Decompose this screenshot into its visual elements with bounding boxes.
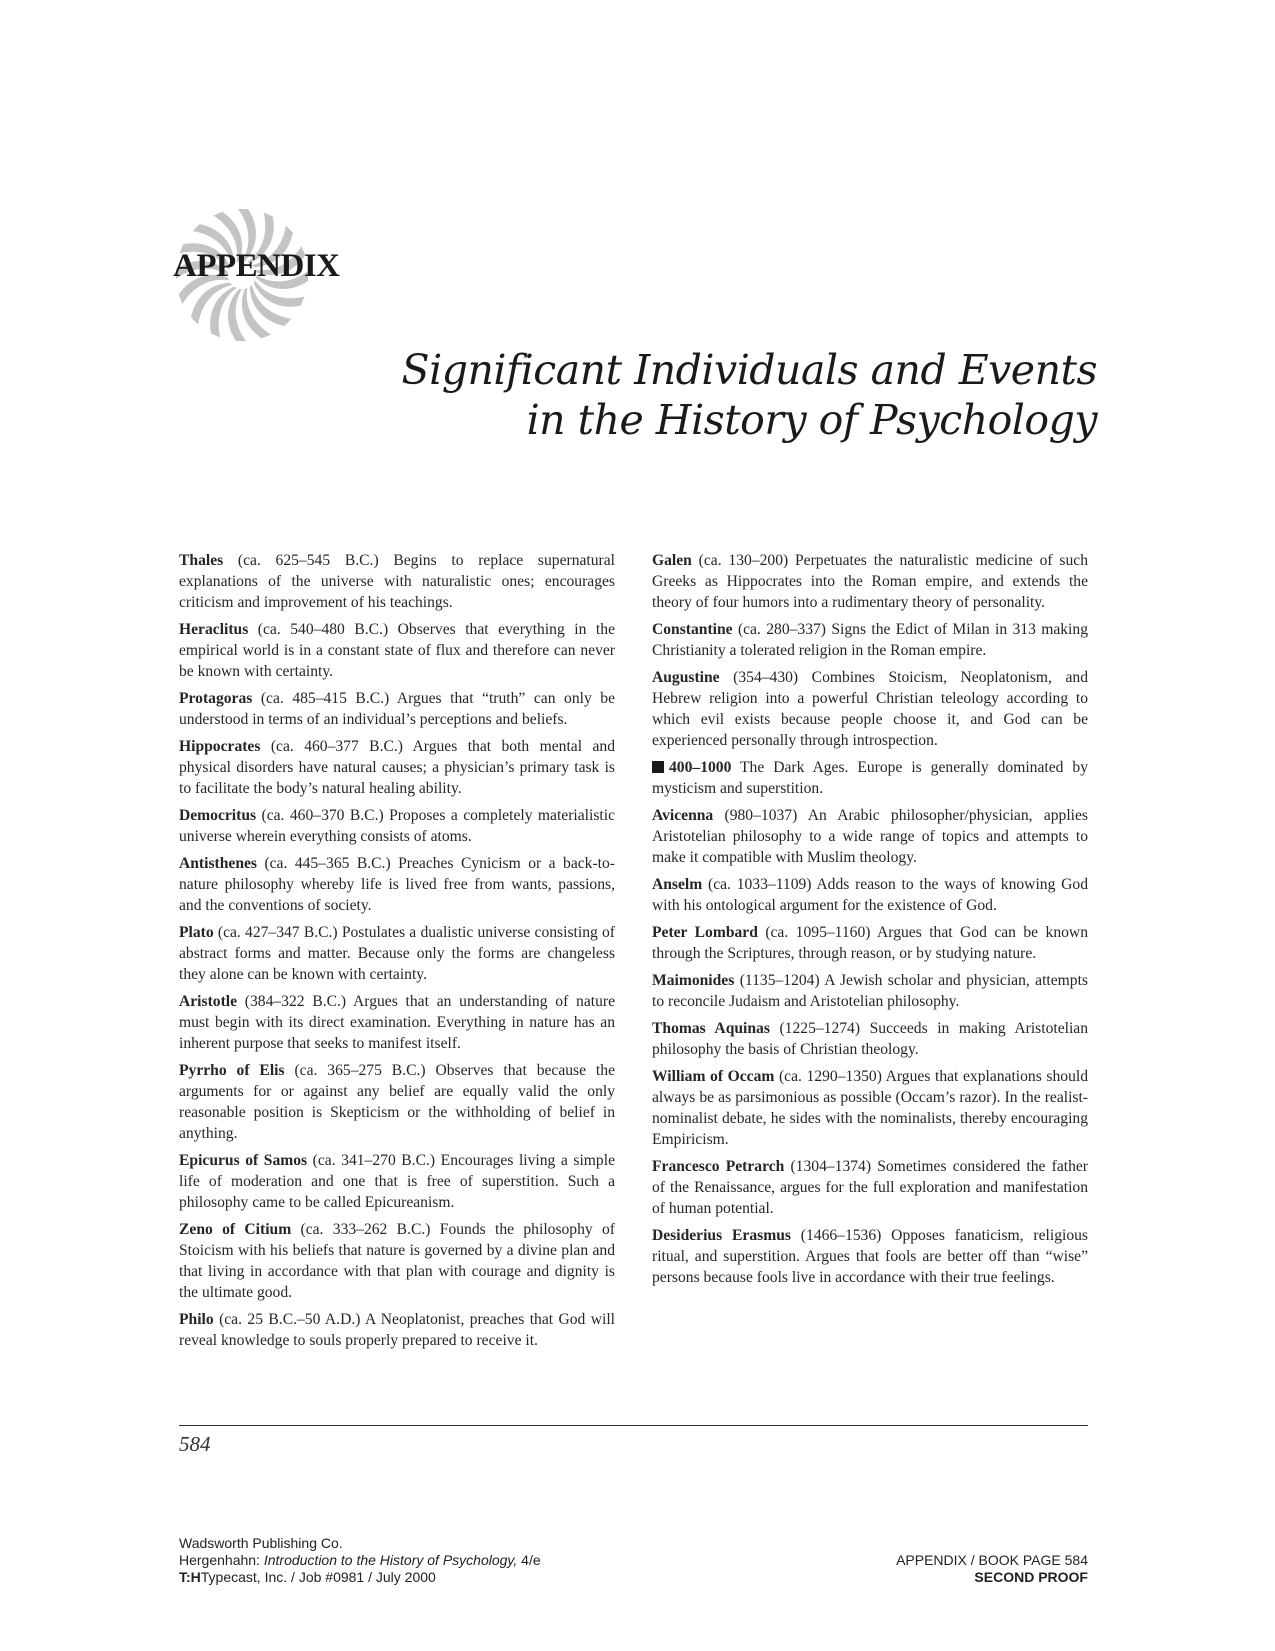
typecast-logo: T:H bbox=[179, 1569, 201, 1585]
entry-peter-lombard: Peter Lombard (ca. 1095–1160) Argues that God can be known through the Scriptures, through reason, or by studying nature. bbox=[652, 924, 1088, 962]
proof-status: SECOND PROOF bbox=[974, 1569, 1088, 1585]
publisher-line: Wadsworth Publishing Co. bbox=[179, 1535, 343, 1551]
title-line-1: Significant Individuals and Events bbox=[401, 346, 1097, 394]
footer-divider bbox=[179, 1425, 1088, 1426]
entry-avicenna: Avicenna (980–1037) An Arabic philosopher/physician, applies Aristotelian philosophy to a wide range of topics and attempts to make it compatible with Muslim theology. bbox=[652, 807, 1088, 866]
entry-heraclitus: Heraclitus (ca. 540–480 B.C.) Observes that everything in the empirical world is in a constant state of flux and therefore can never be known with certainty. bbox=[179, 621, 615, 680]
entry-democritus: Democritus (ca. 460–370 B.C.) Proposes a completely materialistic universe wherein everything consists of atoms. bbox=[179, 807, 615, 845]
appendix-label: APPENDIX bbox=[173, 248, 340, 284]
book-page-line: APPENDIX / BOOK PAGE 584 bbox=[896, 1552, 1088, 1568]
entry-pyrrho: Pyrrho of Elis (ca. 365–275 B.C.) Observes that because the arguments for or against any belief are equally valid the only reasonable position is Skepticism or the withholding of belief in anything. bbox=[179, 1062, 615, 1142]
entry-antisthenes: Antisthenes (ca. 445–365 B.C.) Preaches Cynicism or a back-to-nature philosophy whereby life is lived free from wants, passions, and the conventions of society. bbox=[179, 855, 615, 914]
typecast-line: T:HTypecast, Inc. / Job #0981 / July 2000 bbox=[179, 1569, 436, 1585]
entry-plato: Plato (ca. 427–347 B.C.) Postulates a dualistic universe consisting of abstract forms and matter. Because only the forms are changeless they alone can be known with certainty. bbox=[179, 924, 615, 983]
entry-zeno: Zeno of Citium (ca. 333–262 B.C.) Founds the philosophy of Stoicism with his beliefs that nature is governed by a divine plan and that living in accordance with that plan with courage and dignity is the ultimate good. bbox=[179, 1221, 616, 1301]
book-line: Hergenhahn: Introduction to the History of Psychology, 4/e bbox=[179, 1552, 541, 1568]
entry-maimonides: Maimonides (1135–1204) A Jewish scholar and physician, attempts to reconcile Judaism and Aristotelian philosophy. bbox=[652, 972, 1088, 1010]
page-title bbox=[397, 345, 1097, 445]
entry-thomas-aquinas: Thomas Aquinas (1225–1274) Succeeds in making Aristotelian philosophy the basis of Christian theology. bbox=[652, 1020, 1089, 1058]
entry-epicurus: Epicurus of Samos (ca. 341–270 B.C.) Encourages living a simple life of moderation and one that is free of superstition. Such a philosophy came to be called Epicureanism. bbox=[179, 1152, 615, 1211]
left-column bbox=[179, 550, 615, 1357]
entry-dark-ages: 400–1000 The Dark Ages. Europe is generally dominated by mysticism and superstition. bbox=[652, 759, 1088, 797]
footer-publisher-info bbox=[179, 1535, 541, 1586]
entry-philo: Philo (ca. 25 B.C.–50 A.D.) A Neoplatonist, preaches that God will reveal knowledge to souls properly prepared to receive it. bbox=[179, 1311, 615, 1349]
footer-proof-info bbox=[896, 1552, 1088, 1586]
title-line-2: in the History of Psychology bbox=[526, 396, 1097, 444]
entry-galen: Galen (ca. 130–200) Perpetuates the naturalistic medicine of such Greeks as Hippocrates into the Roman empire, and extends the theory of four humors into a rudimentary theory of personality. bbox=[652, 552, 1088, 611]
entry-thales: Thales (ca. 625–545 B.C.) Begins to replace supernatural explanations of the universe with naturalistic ones; encourages criticism and improvement of his teachings. bbox=[179, 552, 615, 611]
entry-anselm: Anselm (ca. 1033–1109) Adds reason to the ways of knowing God with his ontological argument for the existence of God. bbox=[652, 876, 1088, 914]
square-bullet-icon bbox=[652, 761, 664, 773]
entry-protagoras: Protagoras (ca. 485–415 B.C.) Argues that “truth” can only be understood in terms of an individual’s perceptions and beliefs. bbox=[179, 690, 615, 728]
entry-francesco-petrarch: Francesco Petrarch (1304–1374) Sometimes considered the father of the Renaissance, argues for the full exploration and manifestation of human potential. bbox=[652, 1158, 1088, 1217]
entry-desiderius-erasmus: Desiderius Erasmus (1466–1536) Opposes fanaticism, religious ritual, and superstition. Argues that fools are better off than “wise” persons because fools live in accordance with their true feelings. bbox=[652, 1227, 1088, 1286]
page-number: 584 bbox=[179, 1432, 211, 1456]
entry-william-of-occam: William of Occam (ca. 1290–1350) Argues that explanations should always be as parsimonious as possible (Occam’s razor). In the realist-nominalist debate, he sides with the nominalists, thereby encouraging Empiricism. bbox=[652, 1068, 1088, 1148]
entry-constantine: Constantine (ca. 280–337) Signs the Edict of Milan in 313 making Christianity a tolerated religion in the Roman empire. bbox=[652, 621, 1088, 659]
right-column bbox=[652, 550, 1088, 1294]
entry-aristotle: Aristotle (384–322 B.C.) Argues that an understanding of nature must begin with its direct examination. Everything in nature has an inherent purpose that seeks to manifest itself. bbox=[179, 993, 615, 1052]
entry-augustine: Augustine (354–430) Combines Stoicism, Neoplatonism, and Hebrew religion into a powerful Christian teleology according to which evil exists because people choose it, and God can be experienced personally through introspection. bbox=[652, 669, 1088, 749]
entry-hippocrates: Hippocrates (ca. 460–377 B.C.) Argues that both mental and physical disorders have natural causes; a physician’s primary task is to facilitate the body’s natural healing ability. bbox=[179, 738, 615, 797]
